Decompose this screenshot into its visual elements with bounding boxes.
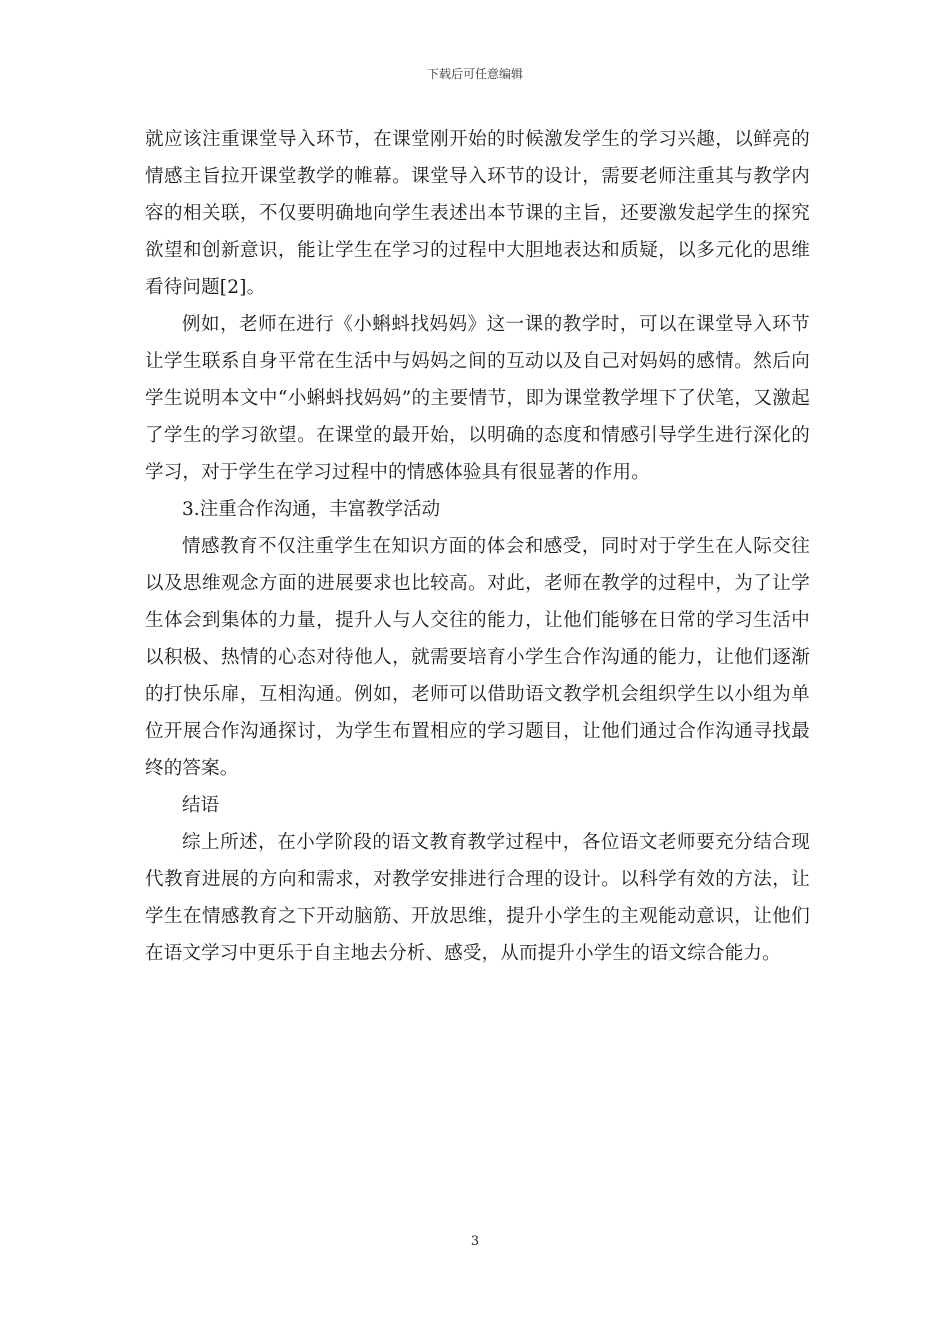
section-heading-conclusion: 结语 — [182, 795, 220, 816]
page-number: 3 — [470, 1234, 480, 1249]
paragraph-example: 例如，老师在进行《小蝌蚪找妈妈》这一课的教学时，可以在课堂导入环节让学生联系自身平常在生活中与妈妈之间的互动以及自己对妈妈的感情。然后向学生说明本文中“小蝌蚪找妈妈”的主要情节，即为课堂教学埋下了伏笔，又激起了学生的学习欲望。在课堂的最开始，以明确的态度和情感引导学生进行深化的学习，对于学生在学习过程中的情感体验具有很显著的作用。 — [145, 314, 810, 483]
paragraph-cooperation: 情感教育不仅注重学生在知识方面的体会和感受，同时对于学生在人际交往以及思维观念方面的进展要求也比较高。对此，老师在教学的过程中，为了让学生体会到集体的力量，提升人与人交往的能力，让他们能够在日常的学习生活中以积极、热情的心态对待他人，就需要培育小学生合作沟通的能力，让他们逐渐的打快乐扉，互相沟通。例如，老师可以借助语文教学机会组织学生以小组为单位开展合作沟通探讨，为学生布置相应的学习题目，让他们通过合作沟通寻找最终的答案。 — [145, 536, 810, 779]
paragraph-continuation: 就应该注重课堂导入环节，在课堂刚开始的时候激发学生的学习兴趣，以鲜亮的情感主旨拉开课堂教学的帷幕。课堂导入环节的设计，需要老师注重其与教学内容的相关联，不仅要明确地向学生表述出本节课的主旨，还要激发起学生的探究欲望和创新意识，能让学生在学习的过程中大胆地表达和质疑，以多元化的思维看待问题[2]。 — [145, 129, 810, 298]
paragraph-conclusion: 综上所述，在小学阶段的语文教育教学过程中，各位语文老师要充分结合现代教育进展的方向和需求，对教学安排进行合理的设计。以科学有效的方法，让学生在情感教育之下开动脑筋、开放思维，提升小学生的主观能动意识，让他们在语文学习中更乐于自主地去分析、感受，从而提升小学生的语文综合能力。 — [145, 832, 810, 964]
page-header: 下载后可任意编辑 — [426, 67, 523, 81]
section-heading-3: 3.注重合作沟通，丰富教学活动 — [182, 499, 441, 520]
document-body — [145, 121, 810, 972]
